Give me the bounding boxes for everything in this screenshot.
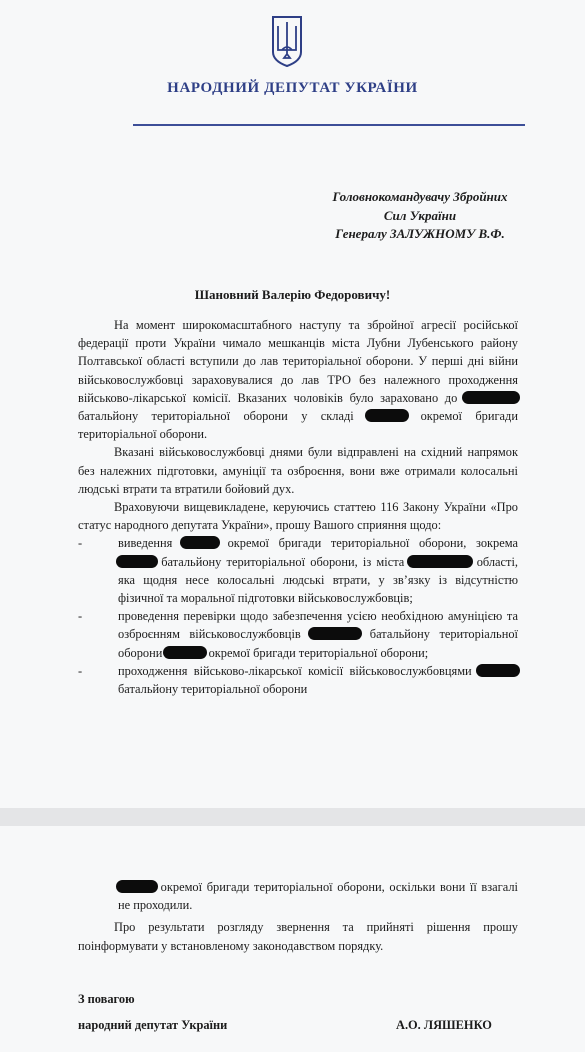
redaction-mark [407,555,473,568]
paragraph-text: батальйону територіальної оборони у складі [78,409,354,424]
list-text: окремої бригади територіальної оборони, зокрема [227,536,518,551]
list-text: області, яка щодня несе колосальні людські втрати, у зв’язку із відсутністю фізичної та моральної підготовки військовослужбовців; [118,554,519,606]
salutation: Шановний Валерію Федоровичу! [194,287,391,302]
signatory-name: А.О. ЛЯШЕНКО [396,1018,492,1032]
list-text: окремої бригади територіальної оборони, оскільки вони її взагалі не проходили. [118,880,518,913]
paragraph-text: На момент широкомасштабного наступу та збройної агресії російської федерації проти України чимало мешканців міста Лубни Лубенського району Полтавської області вступили до лав територіальної оборони. У перші дні війни військовослужбовці зараховувалися до лав ТРО без належного проходження військово-лікарської комісії. Вказаних чоловіків було зараховано до [78,318,518,405]
request-list [78,534,518,698]
letterhead-title: НАРОДНИЙ ДЕПУТАТ УКРАЇНИ [167,80,418,96]
list-text: окремої бригади територіальної оборони; [208,645,429,660]
closing-regards: З повагою [78,992,135,1006]
list-dash: - [78,609,83,624]
list-text: виведення [118,536,173,551]
list-dash: - [78,536,83,551]
redaction-mark [163,646,207,659]
addressee-line: Генералу ЗАЛУЖНОМУ В.Ф. [335,226,505,241]
list-item [78,534,518,607]
redaction-mark [308,627,362,640]
paragraph-text: окремої бригади територіальної оборони. [78,409,518,442]
redaction-mark [116,555,158,568]
request-list-continued [78,878,518,914]
list-text: батальйону територіальної оборони [118,682,308,697]
redaction-mark [462,391,520,404]
list-text: проведення перевірки щодо забезпечення усією необхідною амуніцією та озброєнням військовослужбовців [118,609,518,642]
redaction-mark [476,664,520,677]
list-text: батальйону територіальної оборони, із міста [161,554,405,569]
redaction-mark [116,880,158,893]
list-text: проходження військово-лікарської комісії військовослужбовцями [118,663,472,678]
list-item [78,878,518,914]
letter-body-continued [78,878,518,955]
addressee-block [310,188,530,244]
letterhead-divider [133,124,525,126]
redaction-mark [180,536,220,549]
list-item [78,607,518,662]
paragraph: Вказані військовослужбовці днями були відправлені на східний напрямок без належних підготовки, амуніції та озброєння, вони вже отримали колосальні людські втрати та втратили бойовий дух. [78,445,518,496]
addressee-line: Сил України [383,207,457,223]
list-text: батальйону територіальної оборони [118,627,518,660]
paragraph: Враховуючи вищевикладене, керуючись статтею 116 Закону України «Про статус народного депутата України», прошу Вашого сприяння щодо: [78,500,518,533]
list-item [78,662,518,698]
list-dash: - [78,663,83,678]
paragraph [78,316,518,443]
signatory-position: народний депутат України [78,1018,228,1032]
paragraph: Про результати розгляду звернення та прийняті рішення прошу поінформувати у встановленому законодавством порядку. [78,920,518,953]
redaction-mark [365,409,409,422]
addressee-line: Головнокомандувачу Збройних [332,189,508,204]
trident-icon [270,14,304,68]
letter-body [78,316,518,698]
